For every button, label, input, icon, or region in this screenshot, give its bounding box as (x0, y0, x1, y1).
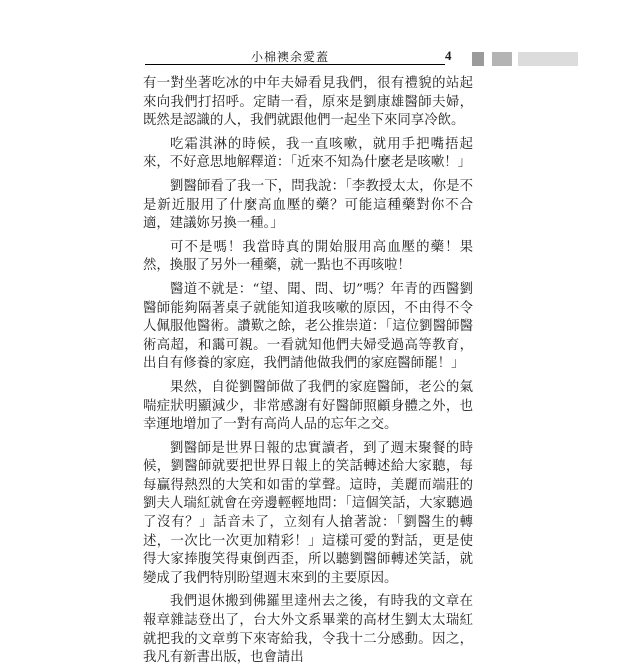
running-header (145, 50, 585, 66)
header-decor-bar (472, 52, 484, 66)
paragraph: 劉醫師看了我一下，問我說：「李教授太太，你是不是新近服用了什麼高血壓的藥？可能這種藥對你不合適，建議妳另換一種。」 (143, 178, 473, 232)
book-title: 小棉襖余愛蓋 (250, 50, 329, 64)
paragraph: 有一對坐著吃冰的中年夫婦看見我們，很有禮貌的站起來向我們打招呼。定睛一看，原來是劉康雄醫師夫婦，既然是認識的人，我們就跟他們一起坐下來同享冷飲。 (143, 76, 473, 129)
header-decor-bar (518, 52, 578, 66)
paragraph: 醫道不就是：“望、聞、問、切”嗎？年青的西醫劉醫師能夠隔著桌子就能知道我咳嗽的原因，不由得不令人佩服他醫術。讚歎之餘，老公推崇道：「這位劉醫師醫術高超，和靄可親。一看就知他們夫婦受過高等教育，出自有修養的家庭，我們請他做我們的家庭醫師罷！」 (143, 281, 473, 372)
paragraph: 果然，自從劉醫師做了我們的家庭醫師，老公的氣喘症狀明顯減少，非常感謝有好醫師照顧身體之外，也幸運地增加了一對有高尚人品的忘年之交。 (143, 379, 473, 433)
paragraph: 劉醫師是世界日報的忠實讀者，到了週末聚餐的時候，劉醫師就要把世界日報上的笑話轉述給大家聽，每每贏得熱烈的大笑和如雷的掌聲。這時，美麗而端莊的劉夫人瑞紅就會在旁邊輕輕地問：「這個笑話，大家聽過了沒有？」話音未了，立刻有人搶著說：「劉醫生的轉述，一次比一次更加精彩！」這樣可愛的對話，更是使得大家捧腹笑得東倒西歪，所以聽劉醫師轉述笑話，就變成了我們特別盼望週末來到的主要原因。 (143, 440, 473, 586)
body-text (143, 75, 473, 668)
page-number: 4 (445, 48, 452, 63)
paragraph: 我們退休搬到佛羅里達州去之後，有時我的文章在報章雜誌登出了，台大外文系畢業的高材生劉太太瑞紅就把我的文章剪下來寄給我，令我十二分感動。因之，我凡有新書出版，也會請出 (143, 594, 473, 666)
paragraph: 可不是嗎！我當時真的開始服用高血壓的藥！果然，換服了另外一種藥，就一點也不再咳啦！ (143, 239, 473, 274)
paragraph: 吃霜淇淋的時候，我一直咳嗽，就用手把嘴捂起來，不好意思地解釋道：「近來不知為什麼老是咳嗽！」 (143, 136, 473, 171)
header-decor-bar (492, 52, 512, 66)
header-rule (145, 64, 445, 65)
